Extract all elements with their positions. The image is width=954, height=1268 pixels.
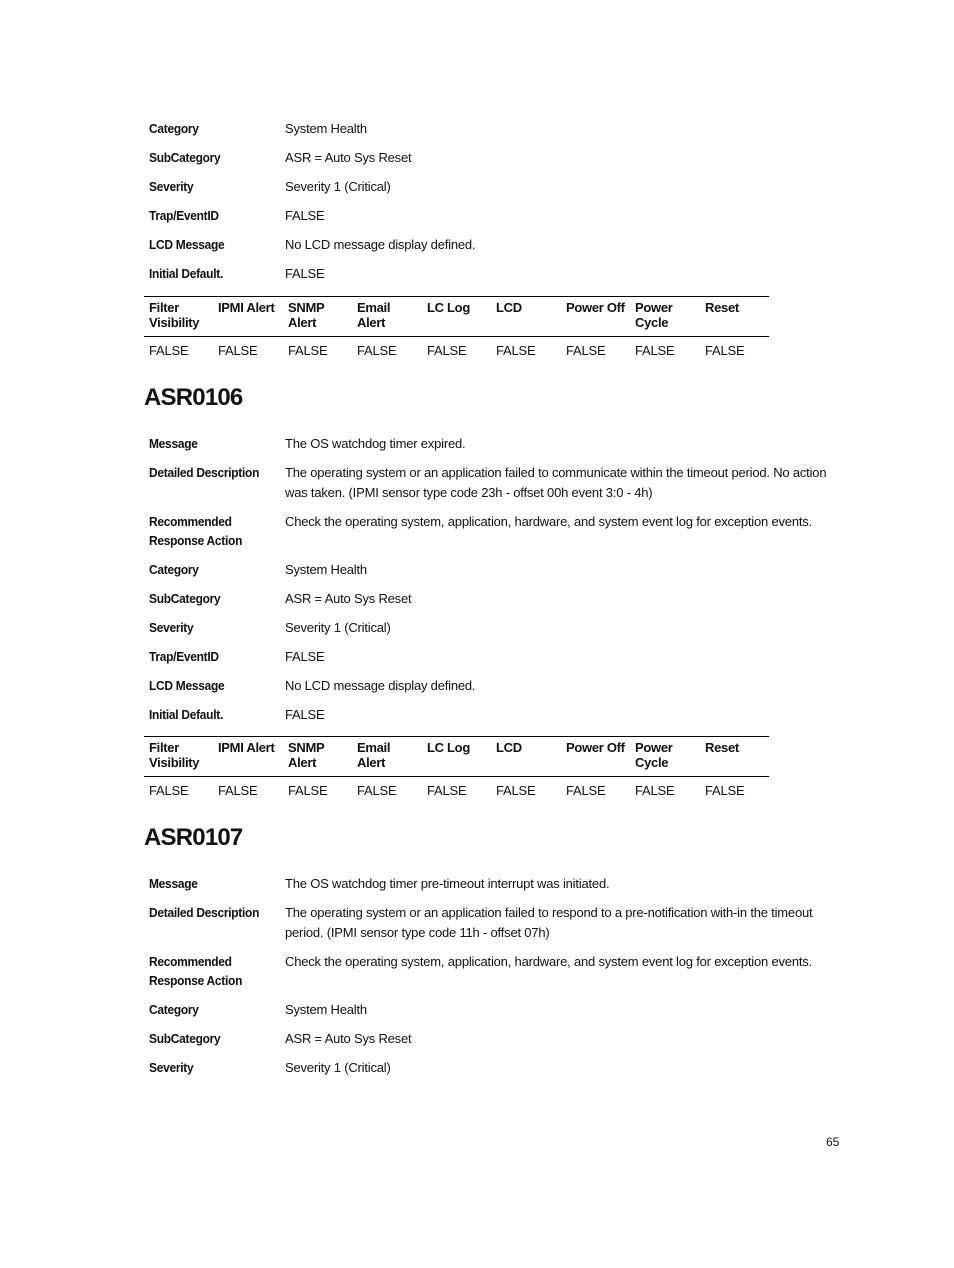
column-header: Filter Visibility [144,297,213,337]
table-header-row [144,297,769,337]
column-header: Filter Visibility [144,737,213,777]
alert-flags-table-asr0106 [144,736,769,798]
detail-row-lcd-message [149,676,839,696]
event-details-top [149,119,839,293]
alert-flags-table-top [144,296,769,358]
detail-row-trap-eventid [149,647,839,667]
table-cell: FALSE [566,783,606,798]
field-value: Severity 1 (Critical) [285,620,391,635]
field-value: System Health [285,562,367,577]
table-cell: FALSE [149,783,189,798]
field-label: SubCategory [149,150,221,165]
table-cell: FALSE [288,343,328,358]
field-value: The OS watchdog timer expired. [285,436,466,451]
field-value: Severity 1 (Critical) [285,1060,391,1075]
column-header: SNMP Alert [283,737,352,777]
detail-row-trap-eventid [149,206,839,226]
detail-row-lcd-message [149,235,839,255]
table-cell: FALSE [635,783,675,798]
field-value: The operating system or an application failed to respond to a pre-notification with-in the timeout period. (IPMI sensor type code 11h - offset 07h) [285,905,813,940]
detail-row-subcategory [149,589,839,609]
field-value: Check the operating system, application, hardware, and system event log for exception events. [285,953,812,969]
field-label: Trap/EventID [149,649,219,664]
column-header: IPMI Alert [213,737,283,777]
detail-row-message [149,434,839,454]
field-label: Category [149,1002,199,1017]
field-label: LCD Message [149,678,225,693]
field-label: Severity [149,620,194,635]
table-cell: FALSE [705,343,745,358]
field-label: Trap/EventID [149,208,219,223]
table-cell: FALSE [218,783,258,798]
table-cell: FALSE [496,783,536,798]
field-value: FALSE [285,649,325,664]
detail-row-initial-default [149,264,839,284]
column-header: Email Alert [352,737,422,777]
table-cell: FALSE [357,343,397,358]
field-label: Detailed Description [149,465,260,480]
table-cell: FALSE [496,343,536,358]
detail-row-severity [149,177,839,197]
field-label: Initial Default. [149,707,224,722]
table-cell: FALSE [705,783,745,798]
field-value: The operating system or an application failed to communicate within the timeout period. No action was taken. (IPMI sensor type code 23h - offset 00h event 3:0 - 4h) [285,465,827,500]
field-label: Recommended Response Action [149,953,243,988]
column-header: Power Off [561,297,630,337]
field-label: Severity [149,179,194,194]
field-label: Initial Default. [149,266,224,281]
table-cell: FALSE [149,343,189,358]
field-value: ASR = Auto Sys Reset [285,1031,412,1046]
detail-row-subcategory [149,148,839,168]
field-value: No LCD message display defined. [285,678,476,693]
detail-row-recommended-action [149,952,839,991]
page-number: 65 [826,1135,840,1149]
detail-row-category [149,560,839,580]
table-row [144,777,769,799]
field-label: Severity [149,1060,194,1075]
section-heading-asr0106: ASR0106 [144,384,243,411]
field-value: ASR = Auto Sys Reset [285,150,412,165]
field-label: Category [149,121,199,136]
column-header: LC Log [422,297,491,337]
detail-row-subcategory [149,1029,839,1049]
field-label: LCD Message [149,237,225,252]
section-heading-asr0107: ASR0107 [144,824,243,851]
field-label: SubCategory [149,591,221,606]
event-details-asr0106 [149,434,839,734]
detail-row-detailed-description [149,463,839,502]
column-header: LCD [491,737,561,777]
table-cell: FALSE [635,343,675,358]
column-header: LCD [491,297,561,337]
table-row [144,337,769,359]
field-label: Message [149,436,198,451]
field-value: FALSE [285,208,325,223]
table-cell: FALSE [357,783,397,798]
detail-row-severity [149,618,839,638]
column-header: Power Cycle [630,737,700,777]
field-value: Check the operating system, application, hardware, and system event log for exception events. [285,513,812,529]
field-value: Severity 1 (Critical) [285,179,391,194]
field-value: System Health [285,121,367,136]
field-value: FALSE [285,266,325,281]
field-label: Detailed Description [149,905,260,920]
field-label: Recommended Response Action [149,513,243,548]
detail-row-message [149,874,839,894]
detail-row-severity [149,1058,839,1078]
field-value: FALSE [285,707,325,722]
column-header: Power Cycle [630,297,700,337]
column-header: Power Off [561,737,630,777]
table-cell: FALSE [288,783,328,798]
field-value: System Health [285,1002,367,1017]
column-header: LC Log [422,737,491,777]
field-label: SubCategory [149,1031,221,1046]
table-header-row [144,737,769,777]
column-header: Reset [700,737,769,777]
column-header: SNMP Alert [283,297,352,337]
table-cell: FALSE [218,343,258,358]
field-value: No LCD message display defined. [285,237,476,252]
detail-row-category [149,119,839,139]
table-cell: FALSE [427,343,467,358]
field-value: ASR = Auto Sys Reset [285,591,412,606]
detail-row-recommended-action [149,512,839,551]
field-label: Category [149,562,199,577]
table-cell: FALSE [566,343,606,358]
detail-row-category [149,1000,839,1020]
column-header: Reset [700,297,769,337]
field-value: The OS watchdog timer pre-timeout interrupt was initiated. [285,876,610,891]
column-header: Email Alert [352,297,422,337]
table-cell: FALSE [427,783,467,798]
event-details-asr0107 [149,874,839,1087]
detail-row-detailed-description [149,903,839,942]
column-header: IPMI Alert [213,297,283,337]
detail-row-initial-default [149,705,839,725]
field-label: Message [149,876,198,891]
